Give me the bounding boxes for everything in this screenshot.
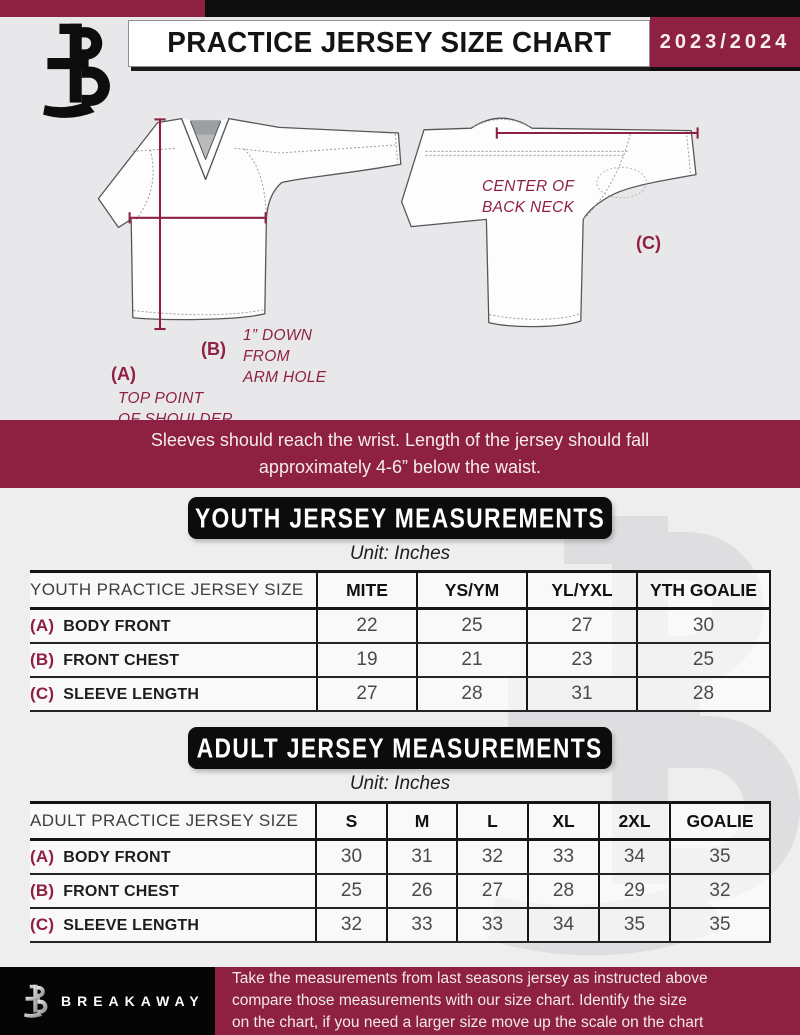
cell-value: 30 [637,609,770,643]
row-label: BODY FRONT [63,617,171,635]
youth-section-title: YOUTH JERSEY MEASUREMENTS [194,501,606,534]
cell-value: 32 [457,840,528,874]
footer-line2: compare those measurements with our size chart. Identify the size [232,992,687,1009]
adult-col-m: M [387,803,457,840]
footer-line1: Take the measurements from last seasons jersey as instructed above [232,970,708,987]
row-key: (A) [30,615,55,635]
row-key: (A) [30,846,55,866]
adult-col-goalie: GOALIE [670,803,770,840]
table-row [30,643,770,677]
fit-note-banner [0,420,800,488]
row-label: BODY FRONT [63,848,171,866]
front-jersey-outline [98,119,400,320]
cell-value: 27 [317,677,417,711]
cell-value: 33 [528,840,599,874]
cell-value: 28 [637,677,770,711]
cell-value: 34 [528,908,599,942]
table-row [30,908,770,942]
cell-value: 30 [316,840,387,874]
adult-section-title: ADULT JERSEY MEASUREMENTS [197,731,603,764]
footer-line3: on the chart, if you need a larger size move up the scale on the chart [232,1014,704,1031]
adult-unit-label: Unit: Inches [349,773,451,794]
cell-value: 31 [387,840,457,874]
annotation-arm-hole: 1” DOWN FROM ARM HOLE [243,327,327,386]
annotation-key-c: (C) [636,233,661,253]
cell-value: 27 [457,874,528,908]
annotation-key-a: (A) [111,364,136,384]
back-jersey-outline [402,118,696,326]
annotation-key-b: (B) [201,339,226,359]
cell-value: 19 [317,643,417,677]
adult-section-header [188,727,612,769]
table-row [30,677,770,711]
cell-value: 27 [527,609,637,643]
footer-instructions [215,967,800,1035]
cell-value: 33 [387,908,457,942]
cell-value: 25 [417,609,527,643]
cell-value: 22 [317,609,417,643]
cell-value: 26 [387,874,457,908]
row-label: FRONT CHEST [63,882,180,900]
adult-col-l: L [457,803,528,840]
cell-value: 34 [599,840,670,874]
cell-value: 35 [670,840,770,874]
back-jersey-diagram [402,118,698,326]
youth-row-header: YOUTH PRACTICE JERSEY SIZE [30,572,317,609]
cell-value: 29 [599,874,670,908]
top-strip-maroon [0,0,205,17]
table-row [30,840,770,874]
cell-value: 25 [316,874,387,908]
adult-header-row [30,803,770,840]
season-badge [650,17,800,67]
cell-value: 25 [637,643,770,677]
cell-value: 33 [457,908,528,942]
youth-unit-label: Unit: Inches [349,543,451,564]
adult-row-header: ADULT PRACTICE JERSEY SIZE [30,803,316,840]
adult-col-s: S [316,803,387,840]
adult-size-table [30,801,771,943]
row-key: (C) [30,683,55,703]
adult-col-xl: XL [528,803,599,840]
cell-value: 32 [670,874,770,908]
cell-value: 35 [599,908,670,942]
annotation-top-point-shoulder: TOP POINT [118,390,204,407]
annotation-center-back-neck: CENTER OF BACK NECK [482,178,575,216]
title-banner [128,20,650,67]
row-key: (B) [30,649,55,669]
row-key: (C) [30,914,55,934]
season-label: 2023/2024 [659,30,791,53]
youth-col-mite: MITE [317,572,417,609]
youth-size-table [30,570,771,712]
cell-value: 28 [417,677,527,711]
brand-name: BREAKAWAY [61,993,205,1009]
cell-value: 32 [316,908,387,942]
fit-note-line2: approximately 4-6” below the waist. [258,457,542,477]
row-key: (B) [30,880,55,900]
table-row [30,609,770,643]
top-strip-black [205,0,800,17]
adult-col-2xl: 2XL [599,803,670,840]
footer-brand-block [0,967,215,1035]
footer-b-logo-icon [22,983,52,1019]
row-label: FRONT CHEST [63,651,180,669]
youth-col-ylyxl: YL/YXL [527,572,637,609]
youth-section-header [188,497,612,539]
cell-value: 21 [417,643,527,677]
fit-note-line1: Sleeves should reach the wrist. Length of the jersey should fall [150,430,650,450]
cell-value: 35 [670,908,770,942]
measurements-section [0,488,800,967]
youth-header-row [30,572,770,609]
front-jersey-diagram [98,119,400,329]
cell-value: 23 [527,643,637,677]
row-label: SLEEVE LENGTH [63,685,200,703]
row-label: SLEEVE LENGTH [63,916,200,934]
table-row [30,874,770,908]
cell-value: 31 [527,677,637,711]
youth-col-ysym: YS/YM [417,572,527,609]
page-title: PRACTICE JERSEY SIZE CHART [166,27,612,59]
youth-col-goalie: YTH GOALIE [637,572,770,609]
cell-value: 28 [528,874,599,908]
